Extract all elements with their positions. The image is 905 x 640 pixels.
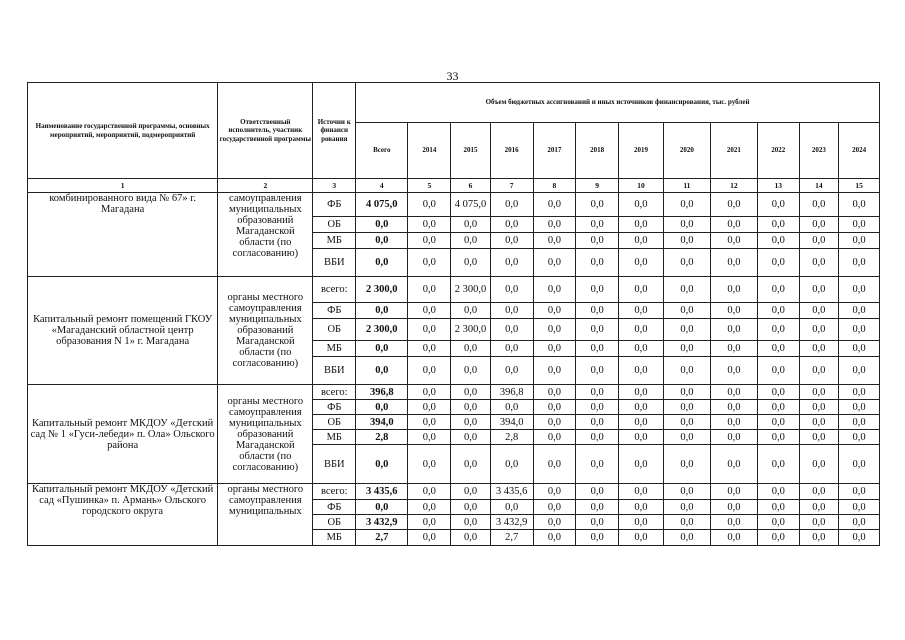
header-year: 2024 — [839, 123, 880, 179]
year-value-cell: 0,0 — [839, 415, 880, 430]
year-value-cell: 0,0 — [619, 430, 664, 445]
column-number: 3 — [313, 179, 356, 193]
year-value-cell: 0,0 — [490, 500, 533, 515]
year-value-cell: 0,0 — [710, 500, 757, 515]
year-value-cell: 3 432,9 — [490, 515, 533, 530]
year-value-cell: 0,0 — [799, 217, 839, 233]
source-cell: ОБ — [313, 319, 356, 341]
year-value-cell: 0,0 — [757, 233, 799, 249]
year-value-cell: 0,0 — [663, 319, 710, 341]
year-value-cell: 0,0 — [533, 357, 576, 385]
year-value-cell: 0,0 — [576, 217, 619, 233]
table-row — [28, 484, 880, 500]
header-year: 2017 — [533, 123, 576, 179]
header-source: Источни к финанси рования — [313, 83, 356, 179]
year-value-cell: 0,0 — [408, 385, 451, 400]
column-number: 13 — [757, 179, 799, 193]
year-value-cell: 3 435,6 — [490, 484, 533, 500]
year-value-cell: 0,0 — [663, 530, 710, 546]
source-cell: МБ — [313, 233, 356, 249]
year-value-cell: 0,0 — [799, 430, 839, 445]
year-value-cell: 0,0 — [533, 303, 576, 319]
year-value-cell: 0,0 — [799, 277, 839, 303]
year-value-cell: 0,0 — [576, 500, 619, 515]
year-value-cell: 0,0 — [451, 500, 491, 515]
year-value-cell: 0,0 — [408, 193, 451, 217]
year-value-cell: 0,0 — [710, 484, 757, 500]
year-value-cell: 0,0 — [710, 249, 757, 277]
year-value-cell: 0,0 — [576, 385, 619, 400]
year-value-cell: 2 300,0 — [451, 319, 491, 341]
program-name-cell: Капитальный ремонт помещений ГКОУ «Магаданский областной центр образования N 1» г. Магадана — [28, 277, 218, 385]
year-value-cell: 0,0 — [757, 319, 799, 341]
year-value-cell: 0,0 — [757, 193, 799, 217]
year-value-cell: 0,0 — [490, 193, 533, 217]
column-number: 9 — [576, 179, 619, 193]
source-cell: МБ — [313, 530, 356, 546]
year-value-cell: 0,0 — [533, 319, 576, 341]
year-value-cell: 0,0 — [408, 530, 451, 546]
year-value-cell: 0,0 — [799, 319, 839, 341]
year-value-cell: 0,0 — [576, 400, 619, 415]
year-value-cell: 0,0 — [839, 500, 880, 515]
header-year: 2014 — [408, 123, 451, 179]
year-value-cell: 0,0 — [408, 445, 451, 484]
year-value-cell: 0,0 — [490, 357, 533, 385]
year-value-cell: 0,0 — [619, 249, 664, 277]
year-value-cell: 0,0 — [490, 341, 533, 357]
year-value-cell: 0,0 — [839, 319, 880, 341]
year-value-cell: 0,0 — [799, 530, 839, 546]
header-program-name: Наименование государственной программы, основных мероприятий, мероприятий, подмероприятий — [28, 83, 218, 179]
year-value-cell: 0,0 — [490, 233, 533, 249]
year-value-cell: 0,0 — [619, 319, 664, 341]
year-value-cell: 0,0 — [533, 277, 576, 303]
year-value-cell: 0,0 — [839, 400, 880, 415]
year-value-cell: 0,0 — [490, 217, 533, 233]
year-value-cell: 0,0 — [619, 341, 664, 357]
column-number: 10 — [619, 179, 664, 193]
budget-table — [27, 82, 880, 546]
year-value-cell: 0,0 — [408, 357, 451, 385]
total-value-cell: 0,0 — [356, 233, 408, 249]
source-cell: ФБ — [313, 303, 356, 319]
total-value-cell: 0,0 — [356, 341, 408, 357]
year-value-cell: 0,0 — [710, 385, 757, 400]
year-value-cell: 0,0 — [757, 385, 799, 400]
year-value-cell: 0,0 — [490, 319, 533, 341]
header-year: 2021 — [710, 123, 757, 179]
year-value-cell: 0,0 — [576, 277, 619, 303]
year-value-cell: 0,0 — [839, 515, 880, 530]
year-value-cell: 0,0 — [576, 249, 619, 277]
year-value-cell: 0,0 — [451, 415, 491, 430]
year-value-cell: 0,0 — [619, 277, 664, 303]
year-value-cell: 0,0 — [490, 277, 533, 303]
total-value-cell: 2 300,0 — [356, 277, 408, 303]
year-value-cell: 0,0 — [839, 303, 880, 319]
year-value-cell: 2,8 — [490, 430, 533, 445]
year-value-cell: 0,0 — [451, 357, 491, 385]
year-value-cell: 0,0 — [757, 484, 799, 500]
year-value-cell: 0,0 — [799, 415, 839, 430]
column-number: 8 — [533, 179, 576, 193]
year-value-cell: 0,0 — [619, 400, 664, 415]
total-value-cell: 2 300,0 — [356, 319, 408, 341]
year-value-cell: 0,0 — [490, 445, 533, 484]
year-value-cell: 0,0 — [451, 515, 491, 530]
column-number: 14 — [799, 179, 839, 193]
year-value-cell: 0,0 — [619, 193, 664, 217]
year-value-cell: 0,0 — [576, 530, 619, 546]
source-cell: ОБ — [313, 217, 356, 233]
year-value-cell: 0,0 — [710, 217, 757, 233]
year-value-cell: 0,0 — [710, 319, 757, 341]
year-value-cell: 0,0 — [710, 515, 757, 530]
year-value-cell: 0,0 — [710, 357, 757, 385]
year-value-cell: 0,0 — [451, 249, 491, 277]
year-value-cell: 0,0 — [710, 303, 757, 319]
year-value-cell: 0,0 — [799, 357, 839, 385]
year-value-cell: 0,0 — [451, 400, 491, 415]
year-value-cell: 0,0 — [533, 400, 576, 415]
total-value-cell: 0,0 — [356, 249, 408, 277]
source-cell: всего: — [313, 484, 356, 500]
year-value-cell: 0,0 — [408, 277, 451, 303]
year-value-cell: 0,0 — [839, 445, 880, 484]
year-value-cell: 0,0 — [619, 233, 664, 249]
year-value-cell: 0,0 — [799, 193, 839, 217]
year-value-cell: 0,0 — [576, 319, 619, 341]
year-value-cell: 0,0 — [576, 484, 619, 500]
header-year: 2015 — [451, 123, 491, 179]
year-value-cell: 0,0 — [710, 415, 757, 430]
source-cell: ОБ — [313, 515, 356, 530]
year-value-cell: 0,0 — [619, 445, 664, 484]
header-year: 2019 — [619, 123, 664, 179]
year-value-cell: 0,0 — [408, 319, 451, 341]
year-value-cell: 0,0 — [408, 430, 451, 445]
source-cell: ВБИ — [313, 445, 356, 484]
source-cell: ВБИ — [313, 249, 356, 277]
year-value-cell: 0,0 — [408, 515, 451, 530]
year-value-cell: 396,8 — [490, 385, 533, 400]
program-name-cell: Капитальный ремонт МКДОУ «Детский сад «Пушинка» п. Армань» Ольского городского округа — [28, 484, 218, 546]
year-value-cell: 0,0 — [533, 430, 576, 445]
year-value-cell: 0,0 — [576, 341, 619, 357]
year-value-cell: 2 300,0 — [451, 277, 491, 303]
year-value-cell: 0,0 — [451, 341, 491, 357]
total-value-cell: 2,8 — [356, 430, 408, 445]
year-value-cell: 0,0 — [710, 400, 757, 415]
year-value-cell: 0,0 — [533, 500, 576, 515]
year-value-cell: 0,0 — [663, 515, 710, 530]
year-value-cell: 0,0 — [619, 357, 664, 385]
year-value-cell: 0,0 — [533, 193, 576, 217]
year-value-cell: 0,0 — [799, 400, 839, 415]
year-value-cell: 0,0 — [619, 415, 664, 430]
year-value-cell: 0,0 — [839, 193, 880, 217]
total-value-cell: 394,0 — [356, 415, 408, 430]
total-value-cell: 3 432,9 — [356, 515, 408, 530]
year-value-cell: 0,0 — [757, 341, 799, 357]
year-value-cell: 0,0 — [619, 515, 664, 530]
header-year: 2018 — [576, 123, 619, 179]
year-value-cell: 0,0 — [839, 249, 880, 277]
year-value-cell: 0,0 — [663, 500, 710, 515]
total-value-cell: 0,0 — [356, 445, 408, 484]
source-cell: ФБ — [313, 400, 356, 415]
source-cell: всего: — [313, 277, 356, 303]
executor-cell: самоуправления муниципальных образований Магаданской области (по согласованию) — [218, 193, 313, 277]
page-number: 33 — [446, 69, 459, 83]
header-year: 2016 — [490, 123, 533, 179]
year-value-cell: 0,0 — [839, 341, 880, 357]
year-value-cell: 0,0 — [490, 400, 533, 415]
year-value-cell: 0,0 — [533, 249, 576, 277]
year-value-cell: 4 075,0 — [451, 193, 491, 217]
column-number: 7 — [490, 179, 533, 193]
column-number: 2 — [218, 179, 313, 193]
source-cell: ФБ — [313, 500, 356, 515]
year-value-cell: 0,0 — [663, 217, 710, 233]
column-number: 15 — [839, 179, 880, 193]
year-value-cell: 0,0 — [490, 249, 533, 277]
year-value-cell: 0,0 — [799, 484, 839, 500]
year-value-cell: 0,0 — [576, 303, 619, 319]
year-value-cell: 0,0 — [663, 415, 710, 430]
table-row — [28, 277, 880, 303]
year-value-cell: 0,0 — [710, 233, 757, 249]
year-value-cell: 2,7 — [490, 530, 533, 546]
total-value-cell: 0,0 — [356, 400, 408, 415]
year-value-cell: 0,0 — [408, 341, 451, 357]
year-value-cell: 0,0 — [533, 445, 576, 484]
header-year: 2020 — [663, 123, 710, 179]
year-value-cell: 0,0 — [839, 484, 880, 500]
year-value-cell: 0,0 — [619, 500, 664, 515]
year-value-cell: 0,0 — [408, 500, 451, 515]
year-value-cell: 0,0 — [576, 445, 619, 484]
year-value-cell: 0,0 — [408, 217, 451, 233]
year-value-cell: 0,0 — [619, 484, 664, 500]
year-value-cell: 0,0 — [576, 430, 619, 445]
year-value-cell: 0,0 — [663, 249, 710, 277]
year-value-cell: 0,0 — [839, 430, 880, 445]
year-value-cell: 0,0 — [533, 415, 576, 430]
column-number: 5 — [408, 179, 451, 193]
executor-cell: органы местного самоуправления муниципальных образований Магаданской области (по согласованию) — [218, 277, 313, 385]
column-number: 4 — [356, 179, 408, 193]
year-value-cell: 0,0 — [619, 530, 664, 546]
year-value-cell: 0,0 — [408, 303, 451, 319]
year-value-cell: 0,0 — [451, 233, 491, 249]
source-cell: ФБ — [313, 193, 356, 217]
total-value-cell: 0,0 — [356, 357, 408, 385]
year-value-cell: 0,0 — [663, 430, 710, 445]
year-value-cell: 0,0 — [799, 500, 839, 515]
year-value-cell: 0,0 — [533, 484, 576, 500]
source-cell: всего: — [313, 385, 356, 400]
year-value-cell: 0,0 — [757, 249, 799, 277]
year-value-cell: 0,0 — [799, 385, 839, 400]
program-name-cell: комбинированного вида № 67» г. Магадана — [28, 193, 218, 277]
source-cell: ВБИ — [313, 357, 356, 385]
year-value-cell: 0,0 — [663, 445, 710, 484]
year-value-cell: 0,0 — [839, 277, 880, 303]
year-value-cell: 0,0 — [799, 303, 839, 319]
program-name-cell: Капитальный ремонт МКДОУ «Детский сад № 1 «Гуси-лебеди» п. Ола» Ольского района — [28, 385, 218, 484]
total-value-cell: 3 435,6 — [356, 484, 408, 500]
year-value-cell: 0,0 — [757, 430, 799, 445]
year-value-cell: 0,0 — [757, 357, 799, 385]
year-value-cell: 0,0 — [799, 515, 839, 530]
year-value-cell: 394,0 — [490, 415, 533, 430]
source-cell: МБ — [313, 341, 356, 357]
header-year: 2023 — [799, 123, 839, 179]
column-number: 1 — [28, 179, 218, 193]
year-value-cell: 0,0 — [757, 530, 799, 546]
executor-cell: органы местного самоуправления муниципальных — [218, 484, 313, 546]
year-value-cell: 0,0 — [408, 484, 451, 500]
year-value-cell: 0,0 — [663, 277, 710, 303]
year-value-cell: 0,0 — [710, 445, 757, 484]
year-value-cell: 0,0 — [533, 217, 576, 233]
year-value-cell: 0,0 — [576, 233, 619, 249]
year-value-cell: 0,0 — [408, 249, 451, 277]
year-value-cell: 0,0 — [619, 217, 664, 233]
year-value-cell: 0,0 — [799, 445, 839, 484]
year-value-cell: 0,0 — [799, 341, 839, 357]
year-value-cell: 0,0 — [451, 430, 491, 445]
column-number: 11 — [663, 179, 710, 193]
year-value-cell: 0,0 — [839, 530, 880, 546]
table-body — [28, 193, 880, 546]
year-value-cell: 0,0 — [490, 303, 533, 319]
year-value-cell: 0,0 — [839, 217, 880, 233]
year-value-cell: 0,0 — [451, 217, 491, 233]
year-value-cell: 0,0 — [533, 515, 576, 530]
year-value-cell: 0,0 — [451, 445, 491, 484]
table-header — [28, 83, 880, 193]
year-value-cell: 0,0 — [451, 530, 491, 546]
year-value-cell: 0,0 — [799, 249, 839, 277]
column-number: 6 — [451, 179, 491, 193]
year-value-cell: 0,0 — [757, 277, 799, 303]
table-row — [28, 385, 880, 400]
year-value-cell: 0,0 — [451, 303, 491, 319]
year-value-cell: 0,0 — [408, 233, 451, 249]
year-value-cell: 0,0 — [839, 233, 880, 249]
total-value-cell: 396,8 — [356, 385, 408, 400]
year-value-cell: 0,0 — [533, 341, 576, 357]
year-value-cell: 0,0 — [576, 357, 619, 385]
header-year: 2022 — [757, 123, 799, 179]
total-value-cell: 2,7 — [356, 530, 408, 546]
year-value-cell: 0,0 — [710, 341, 757, 357]
year-value-cell: 0,0 — [619, 385, 664, 400]
year-value-cell: 0,0 — [799, 233, 839, 249]
year-value-cell: 0,0 — [663, 484, 710, 500]
year-value-cell: 0,0 — [663, 303, 710, 319]
year-value-cell: 0,0 — [710, 193, 757, 217]
year-value-cell: 0,0 — [663, 233, 710, 249]
year-value-cell: 0,0 — [757, 445, 799, 484]
year-value-cell: 0,0 — [757, 303, 799, 319]
year-value-cell: 0,0 — [710, 530, 757, 546]
year-value-cell: 0,0 — [839, 357, 880, 385]
total-value-cell: 0,0 — [356, 500, 408, 515]
year-value-cell: 0,0 — [619, 303, 664, 319]
year-value-cell: 0,0 — [757, 515, 799, 530]
total-value-cell: 0,0 — [356, 303, 408, 319]
year-value-cell: 0,0 — [533, 385, 576, 400]
year-value-cell: 0,0 — [576, 515, 619, 530]
total-value-cell: 0,0 — [356, 217, 408, 233]
year-value-cell: 0,0 — [408, 415, 451, 430]
source-cell: МБ — [313, 430, 356, 445]
year-value-cell: 0,0 — [576, 193, 619, 217]
year-value-cell: 0,0 — [533, 233, 576, 249]
header-total: Всего — [356, 123, 408, 179]
year-value-cell: 0,0 — [663, 400, 710, 415]
year-value-cell: 0,0 — [663, 385, 710, 400]
year-value-cell: 0,0 — [408, 400, 451, 415]
executor-cell: органы местного самоуправления муниципальных образований Магаданской области (по согласованию) — [218, 385, 313, 484]
source-cell: ОБ — [313, 415, 356, 430]
header-executor: Ответственный исполнитель, участник государственной программы — [218, 83, 313, 179]
year-value-cell: 0,0 — [757, 415, 799, 430]
year-value-cell: 0,0 — [533, 530, 576, 546]
year-value-cell: 0,0 — [663, 193, 710, 217]
year-value-cell: 0,0 — [451, 385, 491, 400]
total-value-cell: 4 075,0 — [356, 193, 408, 217]
table-row — [28, 193, 880, 217]
year-value-cell: 0,0 — [757, 400, 799, 415]
year-value-cell: 0,0 — [451, 484, 491, 500]
year-value-cell: 0,0 — [663, 341, 710, 357]
year-value-cell: 0,0 — [839, 385, 880, 400]
year-value-cell: 0,0 — [757, 217, 799, 233]
year-value-cell: 0,0 — [710, 277, 757, 303]
year-value-cell: 0,0 — [576, 415, 619, 430]
year-value-cell: 0,0 — [757, 500, 799, 515]
header-budget-volume: Объем бюджетных ассигнований и иных источников финансирования, тыс. рублей — [356, 83, 880, 123]
column-number: 12 — [710, 179, 757, 193]
year-value-cell: 0,0 — [663, 357, 710, 385]
year-value-cell: 0,0 — [710, 430, 757, 445]
